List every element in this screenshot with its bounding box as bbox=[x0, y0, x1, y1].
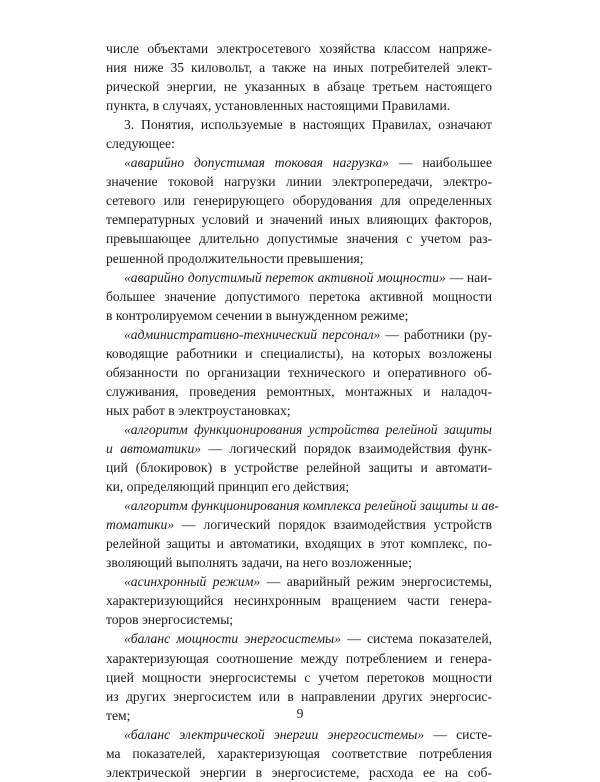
text-line bbox=[106, 763, 492, 782]
text-line bbox=[106, 39, 492, 58]
defined-term: и автоматики» bbox=[106, 440, 202, 456]
text-line bbox=[106, 572, 492, 591]
defined-term: «баланс электрической энергии энергосистемы» bbox=[124, 726, 425, 742]
text-segment: характеризующийся несинхронным вращением части генера- bbox=[106, 593, 492, 609]
text-line bbox=[106, 591, 492, 610]
defined-term: «административно-технический персонал» bbox=[124, 326, 381, 342]
text-segment: в контролируемом сечении в вынужденном режиме; bbox=[106, 307, 409, 323]
text-segment: торов энергосистемы; bbox=[106, 612, 234, 628]
text-segment: превышающее длительно допустимые значения с учетом раз- bbox=[106, 231, 492, 247]
text-line bbox=[106, 649, 492, 668]
text-line bbox=[106, 363, 492, 382]
text-segment: зволяющий выполнять задачи, на него возложенные; bbox=[106, 555, 412, 571]
text-line bbox=[106, 58, 492, 77]
text-segment: решенной продолжительности превышения; bbox=[106, 250, 364, 266]
defined-term: «алгоритм функционирования устройства релейной защиты bbox=[124, 421, 492, 437]
text-line bbox=[106, 439, 492, 458]
text-segment: ма показателей, характеризующая соответствие потребления bbox=[106, 745, 492, 761]
text-line bbox=[106, 115, 492, 134]
text-line bbox=[106, 172, 492, 191]
text-line bbox=[106, 744, 492, 763]
text-segment: цией мощности энергосистемы с учетом перетоков мощности bbox=[106, 669, 492, 685]
defined-term: «аварийно допустимый переток активной мощности» bbox=[124, 269, 446, 285]
defined-term: «асинхронный режим» bbox=[124, 574, 261, 590]
text-line bbox=[106, 610, 492, 629]
text-line bbox=[106, 401, 492, 420]
text-line bbox=[106, 96, 492, 115]
text-segment: релейной защиты и автоматики, входящих в этот комплекс, по- bbox=[106, 536, 492, 552]
text-line bbox=[106, 134, 492, 153]
text-segment: — логический порядок взаимодействия функ- bbox=[201, 440, 492, 456]
body-text bbox=[106, 39, 499, 782]
text-segment: ций (блокировок) в устройстве релейной защиты и автомати- bbox=[106, 460, 492, 476]
text-segment: характеризующая соотношение между потреблением и генера- bbox=[106, 650, 492, 666]
text-segment: следующее: bbox=[106, 136, 175, 152]
text-line bbox=[106, 268, 492, 287]
text-segment: — логический порядок взаимодействия устройств bbox=[174, 517, 492, 533]
text-segment: ния ниже 35 киловольт, а также на иных потребителей элект- bbox=[106, 60, 492, 76]
text-segment: — наибольшее bbox=[389, 155, 492, 171]
text-segment: ки, определяющий принцип его действия; bbox=[106, 479, 350, 495]
defined-term: «аварийно допустимая токовая нагрузка» bbox=[124, 155, 390, 171]
text-segment: служивания, проведения ремонтных, монтажных и наладоч- bbox=[106, 383, 492, 399]
text-line bbox=[106, 344, 492, 363]
text-segment: 3. Понятия, используемые в настоящих Правилах, означают bbox=[124, 117, 492, 133]
text-segment: тем; bbox=[106, 707, 131, 723]
text-segment: — аварийный режим энергосистемы, bbox=[260, 574, 493, 590]
text-line bbox=[106, 229, 492, 248]
text-segment: — система показателей, bbox=[341, 631, 492, 647]
page-number: 9 bbox=[296, 706, 304, 721]
text-line bbox=[106, 287, 492, 306]
defined-term: «алгоритм функционирования комплекса релейной защиты и ав- bbox=[124, 498, 499, 514]
text-segment: — наи- bbox=[445, 269, 492, 285]
text-line bbox=[106, 420, 492, 439]
text-line bbox=[106, 191, 492, 210]
text-line bbox=[106, 553, 492, 572]
text-segment: электрической энергии в энергосистеме, расхода ее на соб- bbox=[106, 764, 492, 780]
text-line bbox=[106, 668, 492, 687]
defined-term: томатики» bbox=[106, 517, 175, 533]
text-segment: ных работ в электроустановках; bbox=[106, 402, 291, 418]
text-segment: ководящие работники и специалисты), на которых возложены bbox=[106, 345, 492, 361]
text-line bbox=[106, 515, 492, 534]
text-line bbox=[106, 496, 499, 515]
text-segment: — работники (ру- bbox=[380, 326, 492, 342]
text-segment: сетевого или генерирующего оборудования для определенных bbox=[106, 193, 492, 209]
text-segment: числе объектами электросетевого хозяйства классом напряже- bbox=[106, 41, 492, 56]
text-line bbox=[106, 306, 492, 325]
text-segment: из других энергосистем или в направлении других энергосис- bbox=[106, 688, 492, 704]
text-line bbox=[106, 629, 492, 648]
text-line bbox=[106, 153, 492, 172]
text-segment: пункта, в случаях, установленных настоящими Правилами. bbox=[106, 98, 451, 114]
text-line bbox=[106, 382, 492, 401]
text-line bbox=[106, 725, 492, 744]
text-line bbox=[106, 458, 492, 477]
text-line bbox=[106, 77, 492, 96]
text-segment: температурных условий и значений иных влияющих факторов, bbox=[106, 212, 492, 228]
text-segment: — систе- bbox=[424, 726, 492, 742]
text-line bbox=[106, 687, 492, 706]
text-segment: обязанности по организации технического и оперативного об- bbox=[106, 364, 492, 380]
text-segment: значение токовой нагрузки линии электропередачи, электро- bbox=[106, 174, 492, 190]
text-line bbox=[106, 325, 492, 344]
text-line bbox=[106, 249, 492, 268]
text-line bbox=[106, 477, 492, 496]
text-line bbox=[106, 210, 492, 229]
text-segment: большее значение допустимого перетока активной мощности bbox=[106, 288, 492, 304]
text-line bbox=[106, 534, 492, 553]
text-segment: рической энергии, не указанных в абзаце третьем настоящего bbox=[106, 79, 492, 95]
defined-term: «баланс мощности энергосистемы» bbox=[124, 631, 342, 647]
